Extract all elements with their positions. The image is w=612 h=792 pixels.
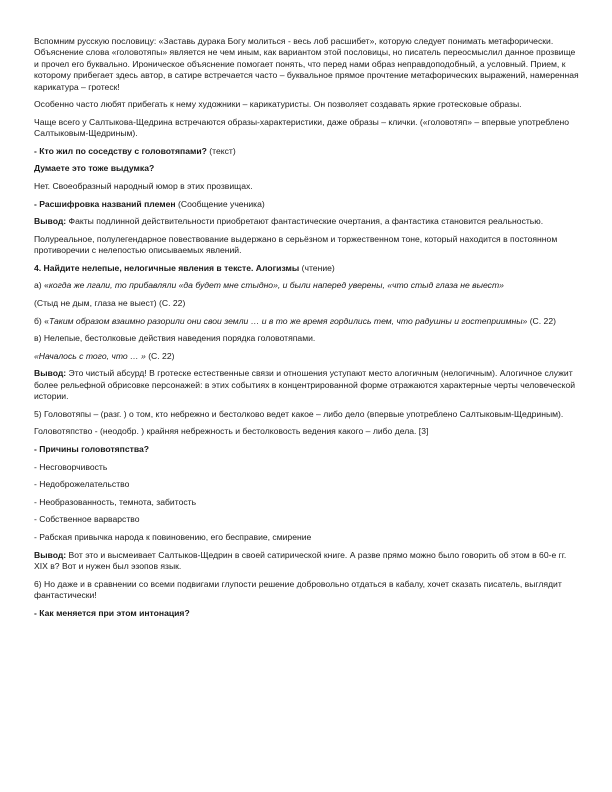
paragraph <box>34 146 582 157</box>
paragraph <box>34 298 582 309</box>
paragraph <box>34 479 582 490</box>
text-run: (С. 22) <box>145 350 175 361</box>
text-run: (чтение) <box>299 262 335 273</box>
bold-text: Думаете это тоже выдумка? <box>34 163 155 174</box>
text-run: в) Нелепые, бестолковые действия наведения порядка головотяпами. <box>34 333 316 344</box>
bold-text: Вывод: <box>34 549 67 560</box>
text-run: (Сообщение ученика) <box>175 198 265 209</box>
text-run: Чаще всего у Салтыкова-Щедрина встречаются образы-характеристики, даже образы – клички. («головотяп» – впервые употреблено Салтыковым-Щедриным). <box>34 116 570 139</box>
bold-text: - Причины головотяпства? <box>34 443 150 454</box>
text-run: Вспомним русскую пословицу: «Заставь дурака Богу молиться - весь лоб расшибет», которую следует понимать метафорически. Объяснение слова «головотяпы» является не чем иным, как вариантом этой пословицы, но писатель переосмыслил данное прозвище и прочел его буквально. Ироническое объяснение помогает понять, что перед нами образ неправдоподобный, а условный. Прием, к которому прибегает здесь автор, в сатире встречается часто – буквальное прямое прочтение метафорических выражений, намеренная карикатура – гротеск! <box>34 36 579 92</box>
text-run: (текст) <box>206 145 236 156</box>
text-run: - Необразованность, темнота, забитость <box>34 496 197 507</box>
bold-text: - Расшифровка названий племен <box>34 198 176 209</box>
paragraph <box>34 181 582 192</box>
text-run: Нет. Своеобразный народный юмор в этих прозвищах. <box>34 181 253 191</box>
paragraph <box>34 497 582 508</box>
text-run: Это чистый абсурд! В гротеске естественные связи и отношения уступают место алогичным (нелогичным). Алогичное служит более рельефной обрисовке персонажей: в этих событиях в концентрированной форме отражаются характерные черты человеческой истории. <box>34 368 576 402</box>
paragraph <box>34 532 582 543</box>
paragraph <box>34 199 582 210</box>
paragraph <box>34 333 582 344</box>
text-run: Вот это и высмеивает Салтыков-Щедрин в своей сатирической книге. А разве прямо можно было говорить об этом в 60-е гг. XIX в? Вот и нужен был эзопов язык. <box>34 549 567 571</box>
paragraph <box>34 117 582 140</box>
bold-text: Вывод: <box>34 368 67 379</box>
text-run: - Собственное варварство <box>34 514 140 525</box>
paragraph <box>34 444 582 455</box>
paragraph <box>34 316 582 327</box>
paragraph <box>34 462 582 473</box>
document-page <box>34 36 582 625</box>
text-run: Головотяпство - (неодобр. ) крайняя небрежность и бестолковость ведения какого – либо дела. [3] <box>34 426 429 437</box>
paragraph <box>34 163 582 174</box>
paragraph <box>34 514 582 525</box>
bold-text: Вывод: <box>34 216 67 227</box>
text-run: - Несговорчивость <box>34 461 108 472</box>
text-run: - Недоброжелательство <box>34 479 130 490</box>
paragraph <box>34 579 582 602</box>
paragraph <box>34 426 582 437</box>
paragraph <box>34 234 582 257</box>
paragraph <box>34 351 582 362</box>
text-run: а) « <box>34 280 49 291</box>
bold-text: - Как меняется при этом интонация? <box>34 607 190 618</box>
paragraph <box>34 550 582 573</box>
text-run: Факты подлинной действительности приобретают фантастические очертания, а фантастика становится реальностью. <box>66 216 544 227</box>
paragraph <box>34 368 582 402</box>
paragraph <box>34 280 582 291</box>
text-run: (С. 22) <box>527 315 556 326</box>
text-run: Особенно часто любят прибегать к нему художники – карикатуристы. Он позволяет создавать яркие гротесковые образы. <box>34 99 522 110</box>
text-run: (Стыд не дым, глаза не выест) (С. 22) <box>34 297 186 308</box>
paragraph <box>34 409 582 420</box>
text-run: - Рабская привычка народа к повиновению, его бесправие, смирение <box>34 531 312 542</box>
text-run: 6) Но даже и в сравнении со всеми подвигами глупости решение добровольно отдаться в кабалу, хочет сказать писатель, выглядит фантастически! <box>34 578 562 600</box>
paragraph <box>34 216 582 227</box>
paragraph <box>34 36 582 93</box>
paragraph <box>34 608 582 619</box>
bold-text: 4. Найдите нелепые, нелогичные явления в тексте. Алогизмы <box>34 262 300 273</box>
text-run: Полуреальное, полулегендарное повествование выдержано в серьёзном и торжественном тоне, который находится в постоянном противоречии с нелепостью описываемых явлений. <box>34 233 558 256</box>
italic-text: Таким образом взаимно разорили они свои земли … и в то же время гордились тем, что радушны и гостеприимны» <box>48 315 528 326</box>
text-run: 5) Головотяпы – (разг. ) о том, кто небрежно и бестолково ведет какое – либо дело (впервые употреблено Салтыковым-Щедриным). <box>34 408 564 419</box>
paragraph <box>34 263 582 274</box>
text-run: б) « <box>34 315 49 326</box>
bold-text: - Кто жил по соседству с головотяпами? <box>34 145 207 156</box>
italic-text: когда же лгали, то прибавляли «да будет мне стыдно», и были наперед уверены, «что стыд глаза не выест» <box>48 280 504 291</box>
italic-text: «Началось с того, что … » <box>34 350 146 361</box>
paragraph <box>34 99 582 110</box>
